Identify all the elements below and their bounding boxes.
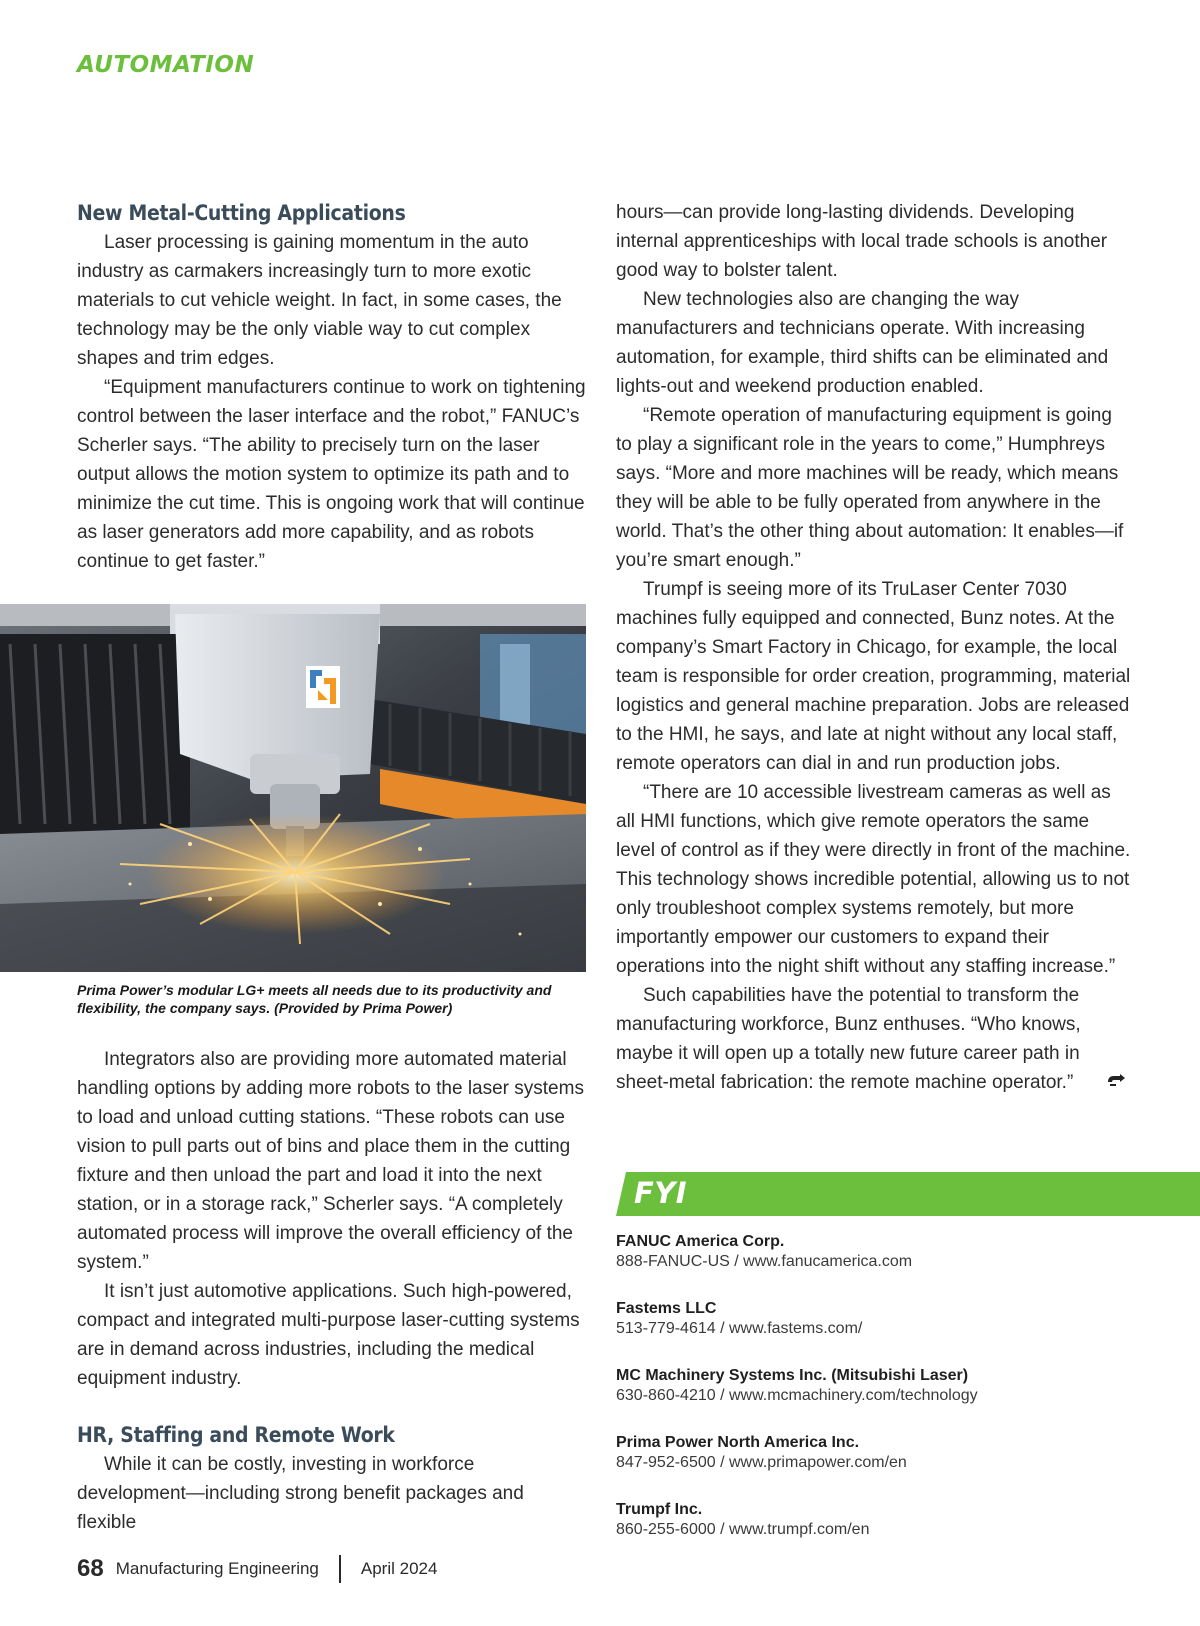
company-name: FANUC America Corp. <box>616 1233 785 1250</box>
publication-name: Manufacturing Engineering <box>115 1559 319 1578</box>
company-contact[interactable]: 888-FANUC-US / www.fanucamerica.com <box>616 1253 913 1270</box>
section-heading-hr-staffing: HR, Staffing and Remote Work <box>77 1423 395 1447</box>
paragraph: It isn’t just automotive applications. Such high-powered, compact and integrated multi-purpose laser-cutting systems are in demand across industries, including the medical equipment industry. <box>77 1281 580 1389</box>
company-name: MC Machinery Systems Inc. (Mitsubishi Laser) <box>616 1367 969 1384</box>
paragraph: Trumpf is seeing more of its TruLaser Center 7030 machines fully equipped and connected, Bunz notes. At the company’s Smart Factory in Chicago, for example, the local team is responsible for order creation, programming, material logistics and general machine preparation. Jobs are released to the HMI, he says, and late at night without any local staff, remote operators can dial in and run production jobs. <box>616 579 1131 774</box>
fyi-item <box>616 1366 1176 1406</box>
section-label: AUTOMATION <box>77 52 255 78</box>
paragraph: New technologies also are changing the way manufacturers and technicians operate. With increasing automation, for example, third shifts can be eliminated and lights-out and weekend production enabled. <box>616 289 1109 397</box>
company-name: Trumpf Inc. <box>616 1501 703 1518</box>
page-number: 68 <box>77 1555 104 1582</box>
paragraph-final <box>616 981 1131 1097</box>
paragraph: Integrators also are providing more automated material handling options by adding more robots to the laser systems to load and unload cutting stations. “These robots can use vision to pull parts out of bins and place them in the cutting fixture and then unload the part and load it into the next station, or in a storage rack,” Scherler says. “A completely automated process will improve the overall efficiency of the system.” <box>77 1049 584 1273</box>
company-contact[interactable]: 513-779-4614 / www.fastems.com/ <box>616 1320 863 1337</box>
fyi-item <box>616 1299 1176 1339</box>
end-of-article-icon <box>1079 1068 1126 1097</box>
company-name: Prima Power North America Inc. <box>616 1434 860 1451</box>
paragraph-continued: hours—can provide long-lasting dividends. Developing internal apprenticeships with local trade schools is another good way to bolster talent. <box>616 202 1108 281</box>
left-column-bottom <box>77 1045 587 1537</box>
fyi-list <box>616 1232 1176 1567</box>
fyi-item <box>616 1500 1176 1540</box>
right-column <box>616 198 1131 1097</box>
final-paragraph-text: Such capabilities have the potential to transform the manufacturing workforce, Bunz enthuses. “Who knows, maybe it will open up a totally new future career path in sheet-metal fabrication: the remote machine operator.” <box>616 985 1081 1093</box>
company-contact[interactable]: 847-952-6500 / www.primapower.com/en <box>616 1454 907 1471</box>
laser-cutting-photo <box>0 604 586 972</box>
paragraph: “Equipment manufacturers continue to work on tightening control between the laser interface and the robot,” FANUC’s Scherler says. “The ability to precisely turn on the laser output allows the motion system to optimize its path and to minimize the cut time. This is ongoing work that will continue as laser generators add more capability, and as robots continue to get faster.” <box>77 377 586 572</box>
section-heading-metal-cutting: New Metal-Cutting Applications <box>77 201 406 225</box>
paragraph: “There are 10 accessible livestream cameras as well as all HMI functions, which give remote operators the same level of control as if they were directly in front of the machine. This technology shows incredible potential, allowing us to not only troubleshoot complex systems remotely, but more importantly empower our customers to expand their operations into the night shift without any staffing increase.” <box>616 782 1131 977</box>
company-contact[interactable]: 630-860-4210 / www.mcmachinery.com/technology <box>616 1387 978 1404</box>
left-column-top <box>77 198 587 576</box>
company-contact[interactable]: 860-255-6000 / www.trumpf.com/en <box>616 1521 870 1538</box>
paragraph: “Remote operation of manufacturing equipment is going to play a significant role in the years to come,” Humphreys says. “More and more machines will be ready, which means they will be able to be fully operated from anywhere in the world. That’s the other thing about automation: It enables—if you’re smart enough.” <box>616 405 1124 571</box>
fyi-title: FYI <box>634 1176 688 1210</box>
paragraph: Laser processing is gaining momentum in the auto industry as carmakers increasingly turn to more exotic materials to cut vehicle weight. In fact, in some cases, the technology may be the only viable way to cut complex shapes and trim edges. <box>77 232 562 369</box>
company-name: Fastems LLC <box>616 1300 717 1317</box>
fyi-banner <box>616 1172 1200 1216</box>
paragraph: While it can be costly, investing in workforce development—including strong benefit packages and flexible <box>77 1454 524 1533</box>
footer-divider <box>339 1555 341 1583</box>
fyi-item <box>616 1433 1176 1473</box>
page-footer <box>77 1553 437 1585</box>
fyi-item <box>616 1232 1176 1272</box>
photo-caption: Prima Power’s modular LG+ meets all needs due to its productivity and flexibility, the company says. (Provided by Prima Power) <box>77 982 552 1016</box>
issue-date: April 2024 <box>360 1559 438 1578</box>
